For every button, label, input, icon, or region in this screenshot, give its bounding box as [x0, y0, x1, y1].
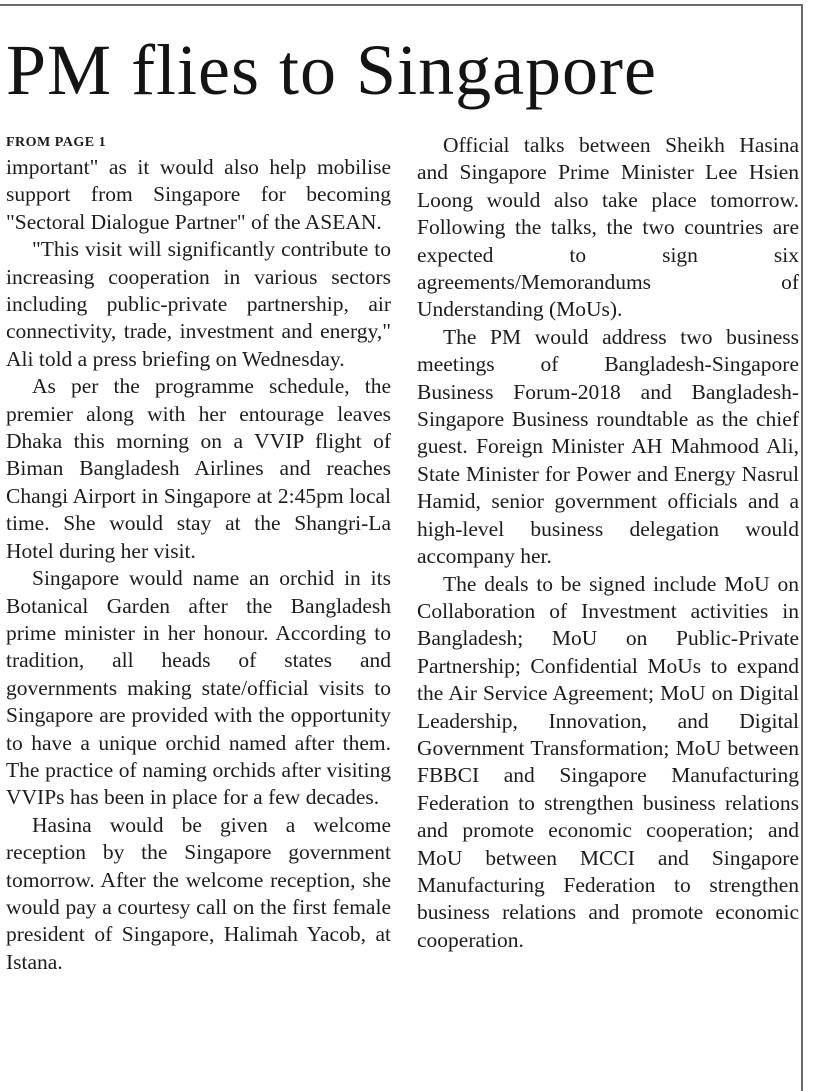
paragraph-continuation: important" as it would also help mobilise support from Singapore for becoming "Sectoral Dialogue Partner" of the ASEAN.: [6, 155, 391, 234]
article-column-right: [417, 132, 799, 954]
top-border-rule: [0, 4, 802, 6]
paragraph-quote: "This visit will significantly contribute to increasing cooperation in various sectors including public-private partnership, air connectivity, trade, investment and energy," Ali told a press briefing on Wednesday.: [6, 237, 391, 371]
article-column-left: [6, 132, 391, 976]
right-border-rule: [801, 4, 803, 1091]
continuation-kicker: FROM PAGE 1: [6, 135, 107, 150]
paragraph-official-talks: Official talks between Sheikh Hasina and Singapore Prime Minister Lee Hsien Loong would also take place tomorrow. Following the talks, the two countries are expected to sign six agreements/Memorandums of Understanding (MoUs).: [417, 133, 799, 322]
paragraph-orchid: Singapore would name an orchid in its Botanical Garden after the Bangladesh prime minister in her honour. According to tradition, all heads of states and governments making state/official visits to Singapore are provided with the opportunity to have a unique orchid named after them. The practice of naming orchids after visiting VVIPs has been in place for a few decades.: [6, 566, 391, 810]
paragraph-business-meetings: The PM would address two business meetings of Bangladesh-Singapore Business Forum-2018 and Bangladesh-Singapore Business roundtable as the chief guest. Foreign Minister AH Mahmood Ali, State Minister for Power and Energy Nasrul Hamid, senior government officials and a high-level business delegation would accompany her.: [417, 324, 799, 569]
paragraph-deals: The deals to be signed include MoU on Collaboration of Investment activities in Bangladesh; MoU on Public-Private Partnership; Confidential MoUs to expand the Air Service Agreement; MoU on Digital Leadership, Innovation, and Digital Government Transformation; MoU between FBBCI and Singapore Manufacturing Federation to strengthen business relations and promote economic cooperation; and MoU between MCCI and Singapore Manufacturing Federation to strengthen business relations and promote economic cooperation.: [417, 571, 799, 952]
paragraph-schedule: As per the programme schedule, the premier along with her entourage leaves Dhaka this morning on a VVIP flight of Biman Bangladesh Airlines and reaches Changi Airport in Singapore at 2:45pm local time. She would stay at the Shangri-La Hotel during her visit.: [6, 374, 391, 563]
headline: PM flies to Singapore: [6, 30, 657, 110]
paragraph-reception: Hasina would be given a welcome reception by the Singapore government tomorrow. After the welcome reception, she would pay a courtesy call on the first female president of Singapore, Halimah Yacob, at Istana.: [6, 812, 391, 974]
